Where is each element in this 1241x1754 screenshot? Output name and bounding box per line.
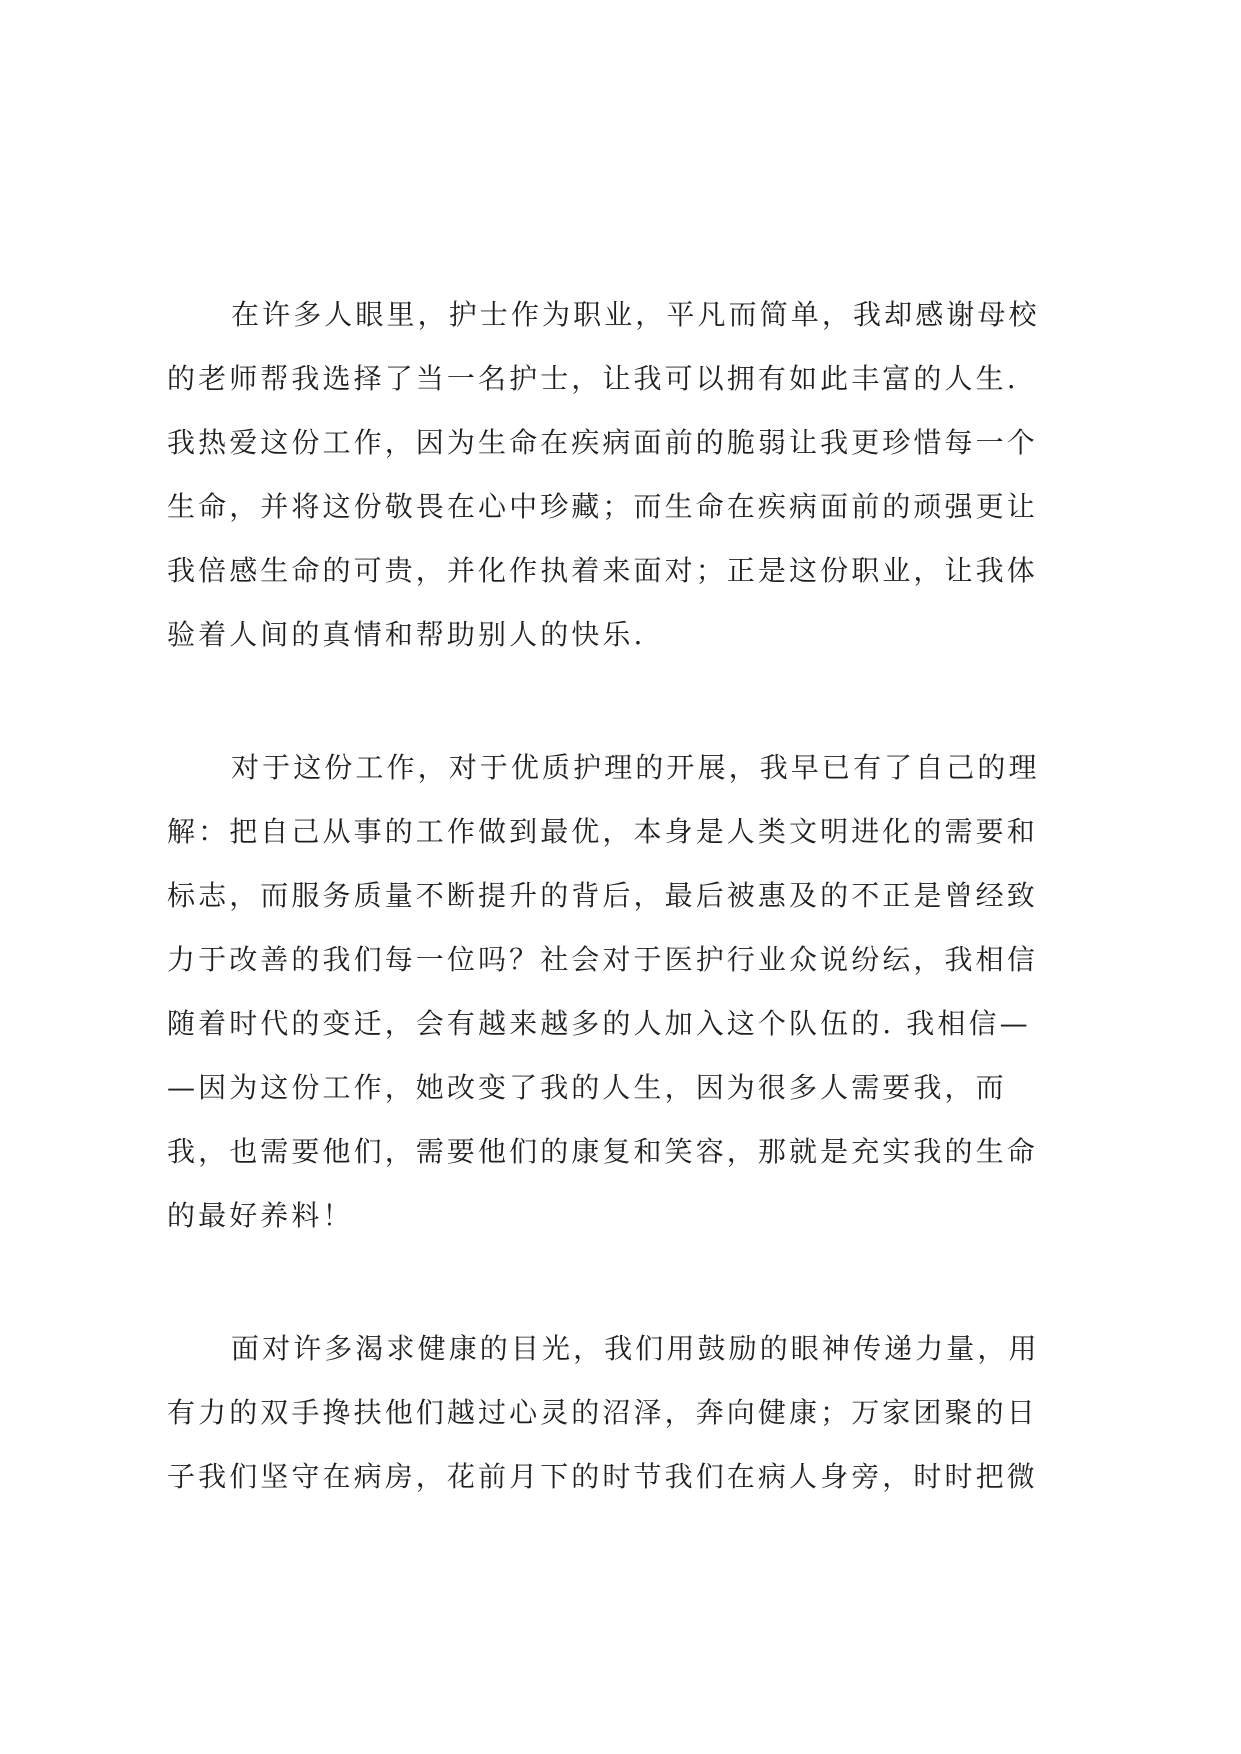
paragraph-line: 验着人间的真情和帮助别人的快乐. [167,618,646,651]
paragraph-line: 力于改善的我们每一位吗？社会对于医护行业众说纷纭，我相信 [167,943,1038,976]
paragraph-line: 随着时代的变迁，会有越来越多的人加入这个队伍的. 我相信— [167,1007,1031,1040]
paragraph-line: 我热爱这份工作，因为生命在疾病面前的脆弱让我更珍惜每一个 [167,426,1038,459]
paragraph-line: 的老师帮我选择了当一名护士，让我可以拥有如此丰富的人生. [167,362,1019,395]
paragraph-line: —因为这份工作，她改变了我的人生，因为很多人需要我，而 [167,1071,1007,1104]
paragraph-line: 标志，而服务质量不断提升的背后，最后被惠及的不正是曾经致 [167,879,1038,912]
paragraph-line: 生命，并将这份敬畏在心中珍藏；而生命在疾病面前的顽强更让 [167,490,1038,523]
paragraph-line: 有力的双手搀扶他们越过心灵的沼泽，奔向健康；万家团聚的日 [167,1396,1038,1429]
paragraph-line: 我，也需要他们，需要他们的康复和笑容，那就是充实我的生命 [167,1135,1038,1168]
paragraph-line: 解：把自己从事的工作做到最优，本身是人类文明进化的需要和 [167,815,1038,848]
paragraph-line: 的最好养料！ [167,1199,354,1232]
paragraph-line: 子我们坚守在病房，花前月下的时节我们在病人身旁，时时把微 [167,1460,1038,1493]
paragraph-line: 在许多人眼里，护士作为职业，平凡而简单，我却感谢母校 [231,298,1040,331]
paragraph-line: 对于这份工作，对于优质护理的开展，我早已有了自己的理 [231,751,1040,784]
paragraph-line: 我倍感生命的可贵，并化作执着来面对；正是这份职业，让我体 [167,554,1038,587]
paragraph-line: 面对许多渴求健康的目光，我们用鼓励的眼神传递力量，用 [231,1332,1040,1365]
